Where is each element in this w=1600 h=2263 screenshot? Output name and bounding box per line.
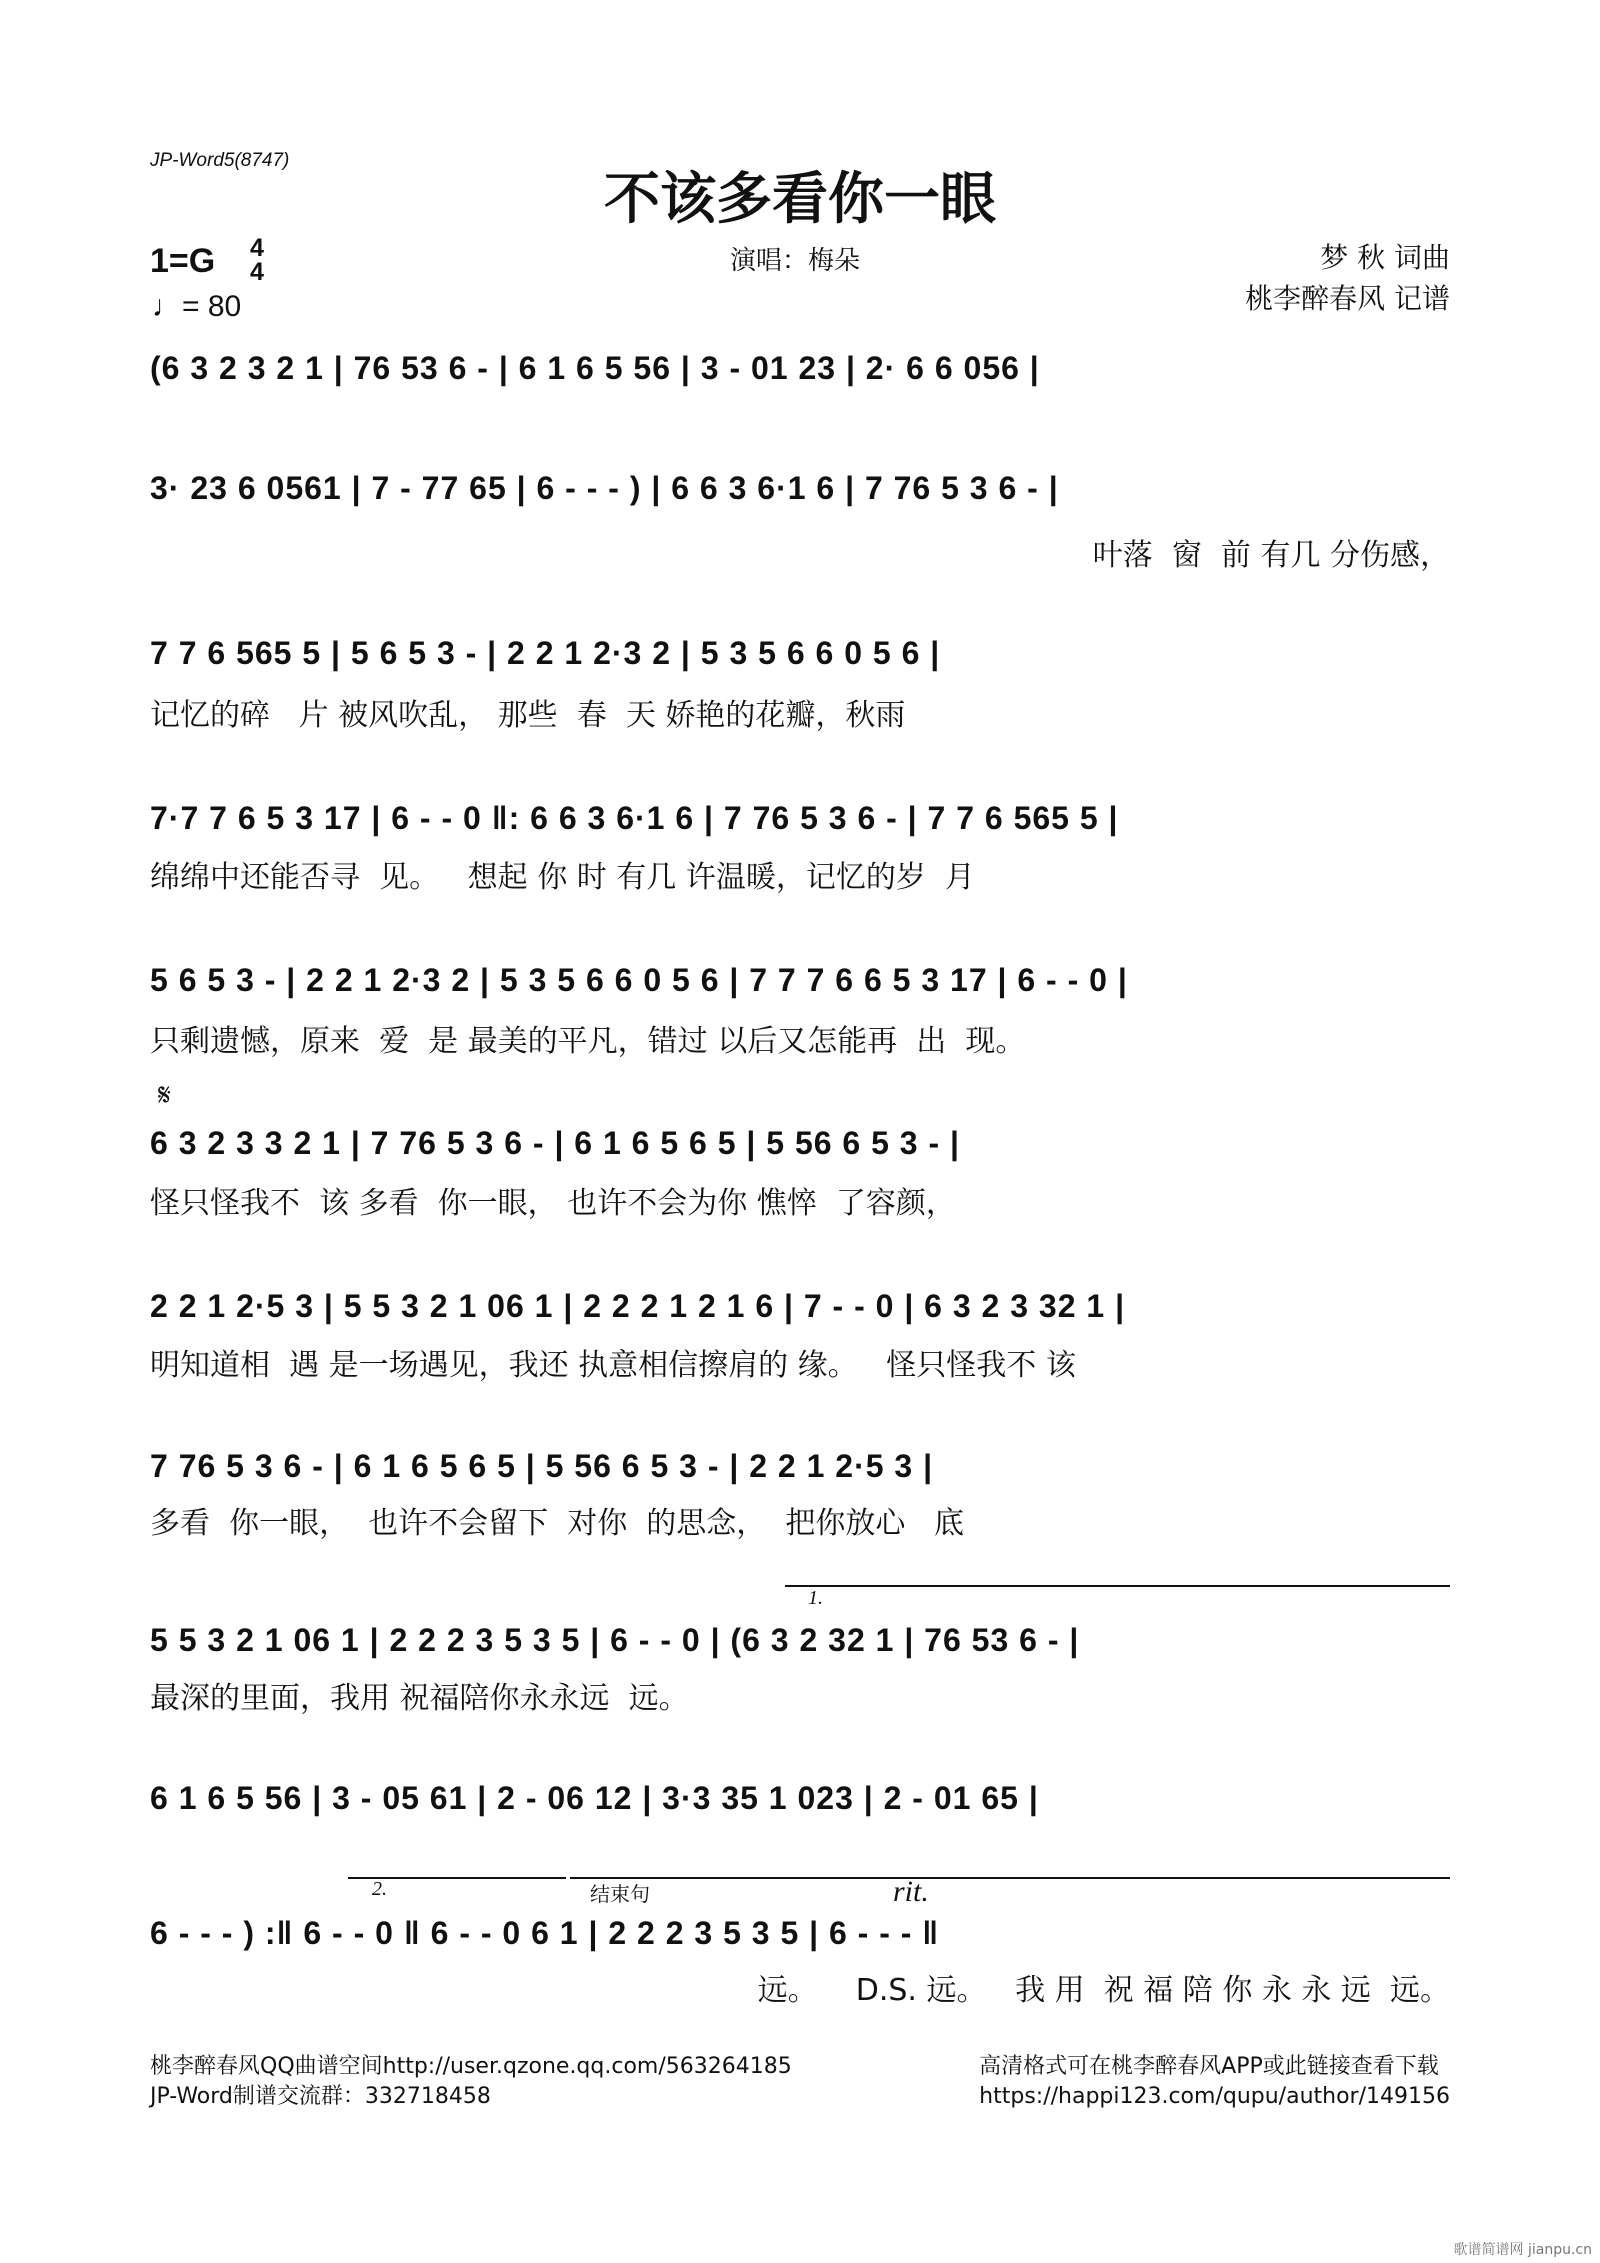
lyrics-line-3: 记忆的碎 片 被风吹乱， 那些 春 天 娇艳的花瓣，秋雨	[150, 698, 906, 733]
score-line-4: 7·7 7 6 5 3 17 | 6 - - 0 ‖: 6 6 3 6·1 6 | 7 76 5 3 6 - | 7 7 6 565 5 |	[150, 800, 1119, 836]
ending-2-label: 2.	[372, 1878, 387, 1900]
score-line-6: 6 3 2 3 3 2 1 | 7 76 5 3 6 - | 6 1 6 5 6 5 | 5 56 6 5 3 - |	[150, 1125, 960, 1161]
score-line-1: (6 3 2 3 2 1 | 76 53 6 - | 6 1 6 5 56 | 3 - 01 23 | 2· 6 6 056 |	[150, 350, 1040, 386]
footer-right	[979, 2052, 1450, 2112]
coda-bracket	[570, 1877, 1450, 1879]
page-title: 不该多看你一眼	[604, 166, 996, 232]
time-signature	[250, 236, 264, 284]
time-signature-bottom: 4	[250, 258, 264, 286]
footer-app-note: 高清格式可在桃李醉春风APP或此链接查看下载	[979, 2054, 1439, 2079]
singer: 演唱：梅朵	[730, 246, 861, 276]
lyrics-line-7: 明知道相 遇 是一场遇见，我还 执意相信擦肩的 缘。 怪只怪我不 该	[150, 1348, 1076, 1383]
score-line-7: 2 2 1 2·5 3 | 5 5 3 2 1 06 1 | 2 2 2 1 2 1 6 | 7 - - 0 | 6 3 2 3 32 1 |	[150, 1288, 1126, 1324]
footer-left	[150, 2052, 792, 2112]
lyricist-credit: 梦 秋 词曲	[1320, 241, 1450, 274]
time-signature-top: 4	[250, 234, 264, 262]
transcriber-credit: 桃李醉春风 记谱	[1245, 282, 1450, 315]
footer-qzone-link[interactable]: 桃李醉春风QQ曲谱空间http://user.qzone.qq.com/563264185	[150, 2054, 792, 2079]
score-line-8: 7 76 5 3 6 - | 6 1 6 5 6 5 | 5 56 6 5 3 - | 2 2 1 2·5 3 |	[150, 1448, 934, 1484]
coda-label: 结束句	[590, 1882, 650, 1906]
score-line-2: 3· 23 6 0561 | 7 - 77 65 | 6 - - - ) | 6 6 3 6·1 6 | 7 76 5 3 6 - |	[150, 470, 1059, 506]
footer-download-link[interactable]: https://happi123.com/qupu/author/149156	[979, 2084, 1450, 2109]
lyrics-line-10	[150, 1830, 1450, 1870]
segno-mark: 𝄋	[158, 1078, 171, 1113]
ending-1-bracket	[785, 1585, 1450, 1587]
lyrics-line-9: 最深的里面，我用 祝福陪你永永远 远。	[150, 1681, 689, 1716]
key-signature: 1=G	[150, 242, 216, 280]
lyrics-line-5: 只剩遗憾，原来 爱 是 最美的平凡，错过 以后又怎能再 出 现。	[150, 1024, 1026, 1059]
lyrics-line-2: 叶落 窗 前 有几 分伤感，	[1092, 538, 1450, 573]
score-line-10: 6 1 6 5 56 | 3 - 05 61 | 2 - 06 12 | 3·3 35 1 023 | 2 - 01 65 |	[150, 1780, 1039, 1816]
watermark: 歌谱简谱网 jianpu.cn	[1453, 2242, 1592, 2258]
tempo-mark: ♩= 80	[152, 290, 242, 323]
ritardando-mark: rit.	[893, 1875, 929, 1908]
lyrics-line-4: 绵绵中还能否寻 见。 想起 你 时 有几 许温暖，记忆的岁 月	[150, 860, 975, 895]
score-line-5: 5 6 5 3 - | 2 2 1 2·3 2 | 5 3 5 6 6 0 5 6 | 7 7 7 6 6 5 3 17 | 6 - - 0 |	[150, 962, 1128, 998]
source-label: JP-Word5(8747)	[150, 150, 290, 171]
score-line-11: 6 - - - ) :‖ 6 - - 0 ‖ 6 - - 0 6 1 | 2 2 2 3 5 3 5 | 6 - - - ‖	[150, 1915, 940, 1951]
lyrics-line-1	[150, 400, 1450, 440]
lyrics-line-11: 远。 D.S. 远。 我 用 祝 福 陪 你 永 永 远 远。	[757, 1973, 1450, 2008]
score-line-3: 7 7 6 565 5 | 5 6 5 3 - | 2 2 1 2·3 2 | 5 3 5 6 6 0 5 6 |	[150, 635, 941, 671]
score-line-9: 5 5 3 2 1 06 1 | 2 2 2 3 5 3 5 | 6 - - 0 | (6 3 2 32 1 | 76 53 6 - |	[150, 1622, 1080, 1658]
footer-group-number: JP-Word制谱交流群：332718458	[150, 2084, 491, 2109]
lyrics-line-6: 怪只怪我不 该 多看 你一眼， 也许不会为你 憔悴 了容颜，	[150, 1186, 956, 1221]
lyrics-line-8: 多看 你一眼， 也许不会留下 对你 的思念， 把你放心 底	[150, 1506, 964, 1541]
ending-1-label: 1.	[808, 1587, 823, 1609]
